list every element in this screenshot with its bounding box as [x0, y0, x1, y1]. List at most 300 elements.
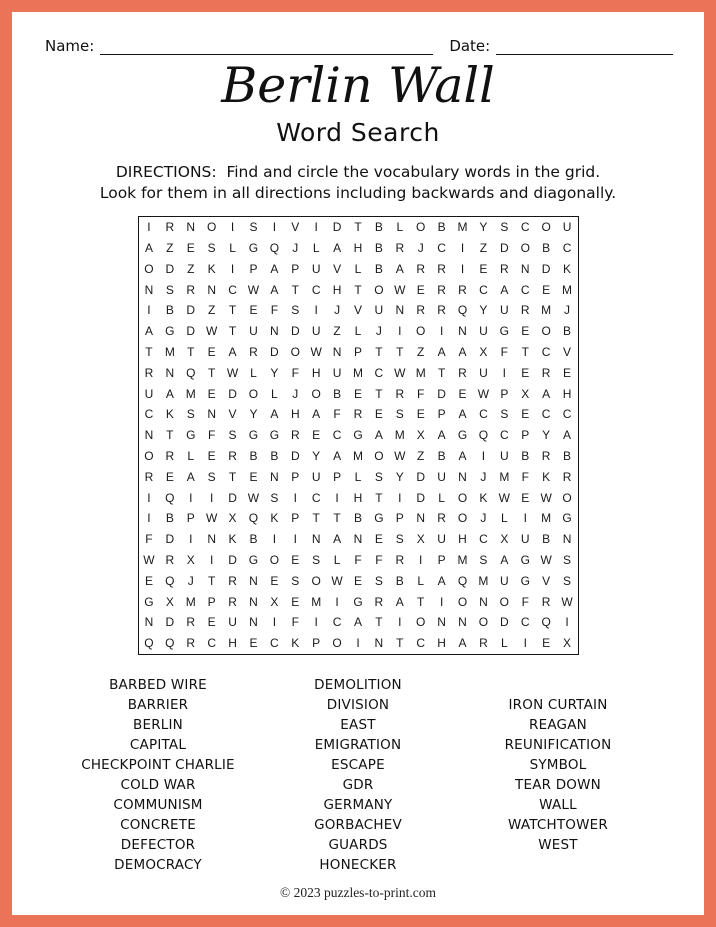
grid-letter: Y [542, 428, 551, 443]
word-list-item: WEST [538, 836, 578, 853]
grid-letter: O [374, 448, 384, 463]
grid-letter: R [499, 261, 509, 276]
grid-letter: X [416, 532, 425, 547]
grid-letter: W [540, 552, 552, 567]
grid-letter: H [353, 490, 363, 505]
grid-letter: C [520, 282, 530, 297]
grid-letter: R [353, 407, 363, 422]
grid-letter: T [228, 324, 237, 339]
grid-letter: T [166, 428, 174, 443]
grid-letter: A [312, 407, 321, 422]
grid-letter: N [207, 532, 216, 547]
word-list-item: ESCAPE [331, 756, 385, 773]
grid-letter: I [439, 324, 444, 339]
grid-letter: G [248, 552, 259, 567]
grid-letter: R [290, 428, 300, 443]
grid-letter: D [290, 324, 300, 339]
grid-letter: G [144, 594, 154, 609]
grid-letter: M [352, 448, 363, 463]
grid-letter: S [186, 407, 195, 422]
grid-letter: R [541, 594, 551, 609]
grid-letter: B [563, 448, 572, 463]
grid-letter: N [144, 615, 154, 630]
grid-letter: U [311, 469, 321, 484]
grid-letter: E [249, 303, 258, 318]
grid-letter: E [521, 365, 530, 380]
word-list-item: IRON CURTAIN [508, 696, 608, 713]
grid-letter: R [458, 282, 467, 297]
grid-letter: I [419, 552, 423, 567]
date-blank-line [496, 39, 673, 55]
grid-letter: I [147, 220, 151, 235]
grid-letter: Y [270, 365, 279, 380]
grid-letter: M [541, 303, 552, 318]
grid-letter: F [375, 552, 383, 567]
grid-letter: G [353, 594, 363, 609]
grid-letter: C [270, 636, 279, 651]
grid-letter: A [458, 407, 467, 422]
grid-letter: B [437, 448, 446, 463]
grid-letter: X [270, 594, 279, 609]
grid-letter: K [165, 407, 174, 422]
grid-letter: M [185, 594, 196, 609]
grid-letter: J [564, 303, 571, 318]
grid-letter: P [500, 386, 509, 401]
grid-letter: E [165, 469, 174, 484]
grid-letter: R [186, 636, 196, 651]
grid-letter: A [563, 428, 572, 443]
grid-letter: E [353, 386, 362, 401]
grid-letter: D [541, 261, 551, 276]
word-list-item: COMMUNISM [113, 796, 203, 813]
grid-letter: D [186, 324, 196, 339]
grid-letter: N [353, 532, 363, 547]
grid-letter: B [249, 532, 258, 547]
grid-letter: U [562, 220, 572, 235]
word-list-item: DIVISION [326, 696, 390, 713]
grid-letter: O [269, 552, 280, 567]
grid-letter: D [165, 532, 175, 547]
grid-letter: Z [417, 344, 425, 359]
grid-letter: D [416, 469, 426, 484]
grid-letter: T [187, 344, 195, 359]
grid-letter: I [460, 261, 465, 276]
grid-letter: C [144, 407, 154, 422]
grid-letter: N [458, 615, 467, 630]
grid-letter: Z [333, 324, 341, 339]
grid-letter: R [520, 303, 530, 318]
grid-letter: R [165, 552, 175, 567]
grid-letter: W [143, 552, 155, 567]
grid-letter: S [312, 552, 321, 567]
grid-letter: K [563, 261, 572, 276]
grid-letter: F [291, 615, 299, 630]
grid-letter: L [500, 511, 508, 526]
grid-letter: P [249, 261, 258, 276]
grid-letter: B [542, 532, 551, 547]
grid-letter: W [561, 594, 573, 609]
grid-letter: U [228, 615, 237, 630]
grid-letter: W [394, 282, 406, 297]
grid-letter: R [165, 448, 175, 463]
grid-letter: R [228, 448, 237, 463]
word-list-item: DEMOCRACY [114, 856, 202, 873]
grid-letter: C [374, 365, 384, 380]
grid-letter: O [144, 261, 154, 276]
grid-letter: A [542, 386, 551, 401]
grid-letter: E [353, 573, 362, 588]
grid-letter: G [374, 511, 384, 526]
grid-letter: N [270, 469, 279, 484]
grid-letter: R [228, 594, 237, 609]
grid-letter: E [207, 344, 216, 359]
grid-letter: R [416, 303, 426, 318]
grid-letter: E [249, 636, 258, 651]
grid-letter: U [249, 324, 258, 339]
grid-letter: K [479, 490, 488, 505]
grid-letter: W [205, 511, 218, 526]
grid-letter: I [147, 490, 151, 505]
grid-letter: A [165, 386, 174, 401]
grid-letter: X [165, 594, 174, 609]
grid-letter: E [312, 428, 321, 443]
grid-letter: C [479, 407, 488, 422]
grid-letter: V [542, 573, 551, 588]
grid-letter: R [541, 365, 551, 380]
grid-letter: T [228, 303, 237, 318]
grid-letter: M [499, 469, 510, 484]
grid-letter: N [144, 428, 154, 443]
grid-letter: I [523, 511, 527, 526]
grid-letter: P [291, 511, 300, 526]
grid-letter: I [523, 636, 527, 651]
grid-letter: T [375, 344, 383, 359]
grid-letter: P [312, 636, 321, 651]
grid-letter: E [291, 552, 300, 567]
grid-letter: D [165, 261, 175, 276]
grid-letter: R [437, 303, 446, 318]
grid-letter: Y [395, 469, 404, 484]
grid-letter: U [311, 324, 321, 339]
grid-letter: J [417, 241, 424, 255]
grid-letter: D [332, 220, 342, 235]
grid-letter: Q [269, 241, 280, 255]
grid-letter: I [398, 615, 402, 630]
grid-letter: R [144, 365, 154, 380]
word-list-item: DEFECTOR [120, 836, 196, 853]
grid-letter: N [249, 615, 258, 630]
grid-letter: W [205, 324, 218, 339]
grid-letter: I [398, 324, 402, 339]
grid-letter: Q [144, 636, 154, 651]
grid-letter: A [270, 407, 279, 422]
grid-letter: R [395, 386, 405, 401]
word-list-item: BARBED WIRE [109, 676, 207, 693]
grid-letter: K [542, 469, 551, 484]
grid-letter: P [291, 261, 300, 276]
grid-letter: N [520, 261, 530, 276]
grid-letter: A [186, 469, 195, 484]
grid-letter: B [521, 448, 530, 463]
grid-letter: N [270, 324, 279, 339]
grid-letter: E [416, 282, 425, 297]
grid-letter: T [207, 365, 216, 380]
grid-letter: N [207, 407, 216, 422]
directions-text [12, 162, 704, 204]
grid-letter: D [416, 490, 426, 505]
grid-letter: G [165, 324, 175, 339]
grid-letter: I [230, 261, 235, 276]
grid-letter: Y [312, 448, 321, 463]
grid-letter: E [291, 594, 300, 609]
grid-letter: O [311, 386, 321, 401]
grid-letter: A [437, 428, 446, 443]
grid-letter: Q [186, 365, 196, 380]
grid-letter: H [353, 241, 363, 255]
grid-letter: I [293, 490, 297, 505]
grid-letter: Q [165, 490, 175, 505]
grid-letter: O [478, 615, 489, 630]
grid-letter: B [542, 241, 551, 255]
grid-letter: D [186, 303, 196, 318]
grid-letter: O [206, 220, 217, 235]
grid-letter: F [333, 407, 341, 422]
grid-letter: P [207, 594, 216, 609]
grid-letter: N [207, 282, 216, 297]
word-list-item: GDR [342, 776, 374, 793]
grid-letter: I [272, 615, 277, 630]
grid-letter: T [291, 282, 299, 297]
grid-letter: R [144, 469, 154, 484]
grid-letter: F [521, 469, 529, 484]
word-list-item: CAPITAL [129, 736, 187, 753]
word-list-item: WATCHTOWER [508, 816, 608, 833]
grid-letter: L [229, 241, 236, 255]
grid-letter: N [249, 594, 258, 609]
word-list-item: WALL [539, 796, 577, 813]
grid-letter: I [335, 594, 339, 609]
grid-letter: N [437, 615, 446, 630]
grid-letter: P [395, 511, 404, 526]
grid-letter: R [437, 261, 446, 276]
grid-letter: Z [166, 241, 174, 255]
grid-letter: S [249, 220, 258, 235]
grid-letter: Y [249, 407, 258, 422]
grid-letter: V [333, 261, 342, 276]
grid-letter: J [375, 324, 382, 339]
grid-letter: D [499, 615, 509, 630]
grid-letter: N [186, 220, 196, 235]
word-list-item: BARRIER [127, 696, 189, 713]
grid-letter: P [186, 511, 195, 526]
grid-letter: C [479, 532, 488, 547]
grid-letter: F [207, 428, 216, 443]
grid-letter: L [312, 241, 320, 255]
grid-letter: G [457, 428, 468, 443]
grid-letter: S [500, 220, 509, 235]
grid-letter: M [457, 552, 468, 567]
word-list-item: GUARDS [328, 836, 388, 853]
grid-letter: M [541, 511, 552, 526]
grid-letter: W [331, 573, 343, 588]
grid-letter: P [353, 344, 362, 359]
grid-letter: T [145, 344, 153, 359]
grid-letter: A [228, 344, 237, 359]
grid-letter: B [374, 261, 383, 276]
grid-letter: P [437, 407, 446, 422]
grid-letter: W [310, 344, 322, 359]
grid-letter: R [541, 448, 551, 463]
grid-letter: F [145, 532, 153, 547]
grid-letter: L [187, 448, 195, 463]
grid-letter: I [293, 532, 297, 547]
grid-letter: Q [478, 428, 489, 443]
grid-letter: L [500, 636, 508, 651]
grid-letter: A [270, 261, 279, 276]
word-list-item: COLD WAR [120, 776, 196, 793]
grid-letter: A [333, 241, 342, 255]
grid-letter: R [458, 365, 467, 380]
grid-letter: U [499, 303, 509, 318]
grid-letter: I [481, 448, 486, 463]
grid-letter: X [416, 428, 425, 443]
grid-letter: M [394, 428, 405, 443]
grid-letter: A [333, 448, 342, 463]
grid-letter: A [437, 344, 446, 359]
grid-letter: C [332, 615, 342, 630]
word-list-item: BERLIN [133, 716, 183, 733]
grid-letter: O [562, 490, 572, 505]
grid-letter: M [415, 365, 426, 380]
grid-letter: R [186, 282, 196, 297]
grid-letter: G [248, 428, 259, 443]
grid-letter: C [520, 220, 530, 235]
copyright-text: © 2023 puzzles-to-print.com [279, 884, 437, 900]
grid-letter: Q [457, 573, 468, 588]
grid-letter: O [457, 511, 468, 526]
grid-letter: I [272, 220, 277, 235]
grid-letter: K [228, 532, 237, 547]
grid-letter: F [500, 344, 508, 359]
grid-letter: A [353, 615, 362, 630]
grid-letter: P [291, 469, 300, 484]
grid-letter: I [439, 594, 444, 609]
grid-letter: A [500, 552, 509, 567]
grid-letter: Q [457, 303, 468, 318]
grid-letter: H [332, 282, 342, 297]
grid-letter: F [354, 552, 362, 567]
grid-letter: G [562, 511, 572, 526]
grid-letter: C [228, 282, 237, 297]
grid-letter: I [209, 490, 214, 505]
date-label: Date: [449, 37, 491, 55]
grid-letter: N [332, 344, 342, 359]
grid-letter: G [520, 552, 530, 567]
grid-letter: Y [479, 220, 488, 235]
grid-letter: O [541, 220, 551, 235]
grid-letter: S [563, 573, 572, 588]
grid-letter: E [144, 573, 153, 588]
grid-letter: D [437, 386, 446, 401]
grid-letter: O [332, 636, 342, 651]
grid-letter: S [374, 573, 383, 588]
grid-letter: J [334, 303, 341, 318]
grid-letter: R [562, 469, 572, 484]
grid-letter: W [394, 448, 406, 463]
grid-letter: R [228, 573, 237, 588]
grid-letter: Q [541, 615, 551, 630]
word-list [12, 675, 704, 875]
grid-letter: S [291, 303, 300, 318]
grid-letter: O [499, 594, 509, 609]
grid-letter: P [521, 428, 530, 443]
grid-letter: X [186, 552, 195, 567]
grid-letter: W [247, 490, 260, 505]
word-list-item: REUNIFICATION [504, 736, 612, 753]
grid-letter: D [228, 490, 237, 505]
grid-letter: S [207, 241, 216, 255]
grid-letter: G [520, 573, 530, 588]
page-title: Berlin Wall [221, 57, 495, 114]
grid-letter: I [356, 636, 360, 651]
name-label: Name: [45, 37, 95, 55]
grid-letter: X [500, 532, 509, 547]
grid-letter: S [207, 469, 216, 484]
word-search-grid-frame [138, 216, 579, 655]
directions-line-1: DIRECTIONS: Find and circle the vocabulary words in the grid. [115, 162, 601, 181]
grid-letter: A [270, 282, 279, 297]
grid-letter: T [375, 490, 383, 505]
grid-letter: H [290, 407, 300, 422]
word-list-item: SYMBOL [529, 756, 587, 773]
grid-letter: T [396, 636, 404, 651]
grid-letter: F [291, 365, 299, 380]
grid-letter: C [479, 282, 488, 297]
grid-letter: B [353, 511, 362, 526]
grid-letter: J [292, 241, 299, 255]
grid-letter: L [354, 324, 362, 339]
grid-letter: C [562, 241, 572, 255]
grid-letter: M [164, 344, 175, 359]
grid-letter: L [396, 220, 404, 235]
grid-letter: S [228, 428, 237, 443]
directions-line-2: Look for them in all directions including backwards and diagonally. [99, 183, 617, 202]
grid-letter: U [437, 469, 446, 484]
grid-letter: D [290, 448, 300, 463]
grid-letter: L [271, 386, 278, 401]
grid-letter: S [291, 573, 300, 588]
grid-letter: E [207, 386, 216, 401]
grid-letter: P [437, 552, 446, 567]
name-blank-line [100, 39, 433, 55]
grid-letter: C [499, 428, 509, 443]
grid-letter: E [186, 241, 195, 255]
grid-letter: S [395, 532, 404, 547]
grid-letter: P [333, 469, 342, 484]
grid-letter: E [563, 365, 572, 380]
grid-letter: I [314, 303, 318, 318]
grid-letter: O [416, 324, 426, 339]
grid-letter: R [479, 636, 488, 651]
word-list-item: EMIGRATION [314, 736, 402, 753]
grid-letter: R [249, 344, 258, 359]
grid-letter: E [374, 532, 383, 547]
grid-letter: A [395, 261, 404, 276]
grid-letter: F [270, 303, 279, 318]
grid-letter: B [165, 303, 174, 318]
grid-letter: C [416, 636, 426, 651]
grid-letter: W [498, 490, 510, 505]
